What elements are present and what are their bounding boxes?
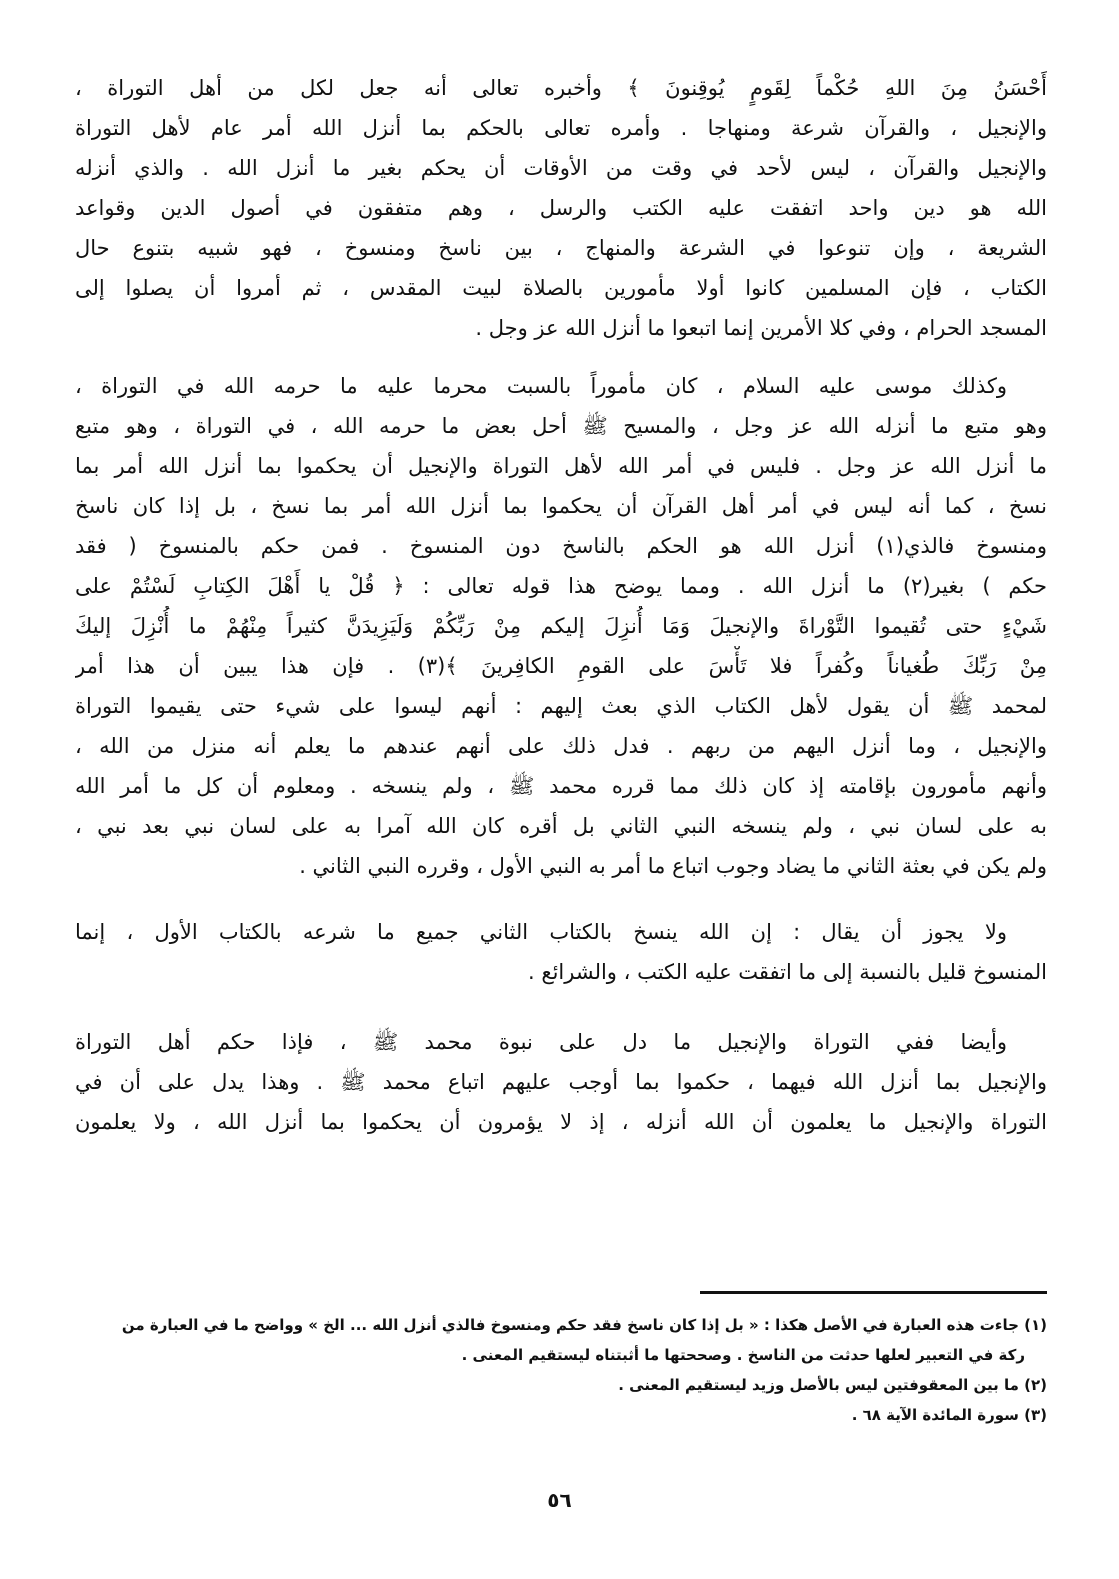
text-line: والإنجيل ، وما أنزل اليهم من ربهم . فدل ذلك على أنهم عندهم ما يعلم أنه منزل من الله ، [75,734,1047,758]
text-line: المسجد الحرام ، وفي كلا الأمرين إنما اتبعوا ما أنزل الله عز وجل . [475,316,1047,340]
paragraph [75,68,1047,348]
text-line: الشريعة ، وإن تنوعوا في الشرعة والمنهاج ، بين ناسخ ومنسوخ ، فهو شبيه بتنوع حال [75,236,1047,260]
page-number: ٥٦ [547,1488,572,1512]
footnote-line: (١) جاءت هذه العبارة في الأصل هكذا : « بل إذا كان ناسخ فقد حكم ومنسوخ فالذي أنزل الله ... الخ » وواضح ما في العبارة من [121,1316,1047,1334]
text-line: وهو متبع ما أنزله الله عز وجل ، والمسيح ﷺ أحل بعض ما حرمه الله ، في التوراة ، وهو متبع [75,414,1047,438]
text-line: المنسوخ قليل بالنسبة إلى ما اتفقت عليه الكتب ، والشرائع . [528,960,1047,984]
text-line: أَحْسَنُ مِنَ اللهِ حُكْماً لِقَومٍ يُوقِنونَ ﴾ وأخبره تعالى أنه جعل لكل من أهل التوراة ، [75,76,1047,100]
main-text [75,68,1047,1142]
text-line: والإنجيل ، والقرآن شرعة ومنهاجا . وأمره تعالى بالحكم بما أنزل الله أمر عام لأهل التوراة [75,116,1047,140]
paragraph [75,366,1047,886]
text-line: به على لسان نبي ، ولم ينسخه النبي الثاني بل أقره كان الله آمرا به على لسان نبي بعد نبي ، [75,814,1047,838]
text-line: شَيْءٍ حتى تُقيموا التَّوْراةَ والإنجيلَ وَمَا أُنزِلَ إليكم مِنْ رَبِّكُمْ وَلَيَزِيدَنَّ كثيراً مِنْهُمْ ما أُنْزِلَ إليكَ [75,614,1047,638]
paragraph [75,912,1047,992]
text-line: نسخ ، كما أنه ليس في أمر أهل القرآن أن يحكموا بما أنزل الله أمر بما نسخ ، بل إذا كان ناسخ [75,494,1047,518]
footnote [75,1310,1047,1370]
text-line: التوراة والإنجيل ما يعلمون أن الله أنزله ، إذ لا يؤمرون أن يحكموا بما أنزل الله ، ولا يعلمون [75,1110,1047,1134]
footnote-line: (٣) سورة المائدة الآية ٦٨ . [851,1406,1047,1424]
text-line: ولا يجوز أن يقال : إن الله ينسخ بالكتاب الثاني جميع ما شرعه بالكتاب الأول ، إنما [75,920,1007,944]
text-line: حكم ) بغير(٢) ما أنزل الله . ومما يوضح هذا قوله تعالى : ﴿ قُلْ يا أَهْلَ الكِتابِ لَسْتُمْ على [75,574,1047,598]
text-line: الله هو دين واحد اتفقت عليه الكتب والرسل ، وهم متفقون في أصول الدين وقواعد [75,196,1047,220]
footnote [75,1400,1047,1430]
text-line: وأنهم مأمورون بإقامته إذ كان ذلك مما قرره محمد ﷺ ، ولم ينسخه . ومعلوم أن كل ما أمر الله [75,774,1047,798]
footnote [75,1370,1047,1400]
text-line: الكتاب ، فإن المسلمين كانوا أولا مأمورين بالصلاة لبيت المقدس ، ثم أمروا أن يصلوا إلى [75,276,1047,300]
text-line: ومنسوخ فالذي(١) أنزل الله هو الحكم بالناسخ دون المنسوخ . فمن حكم بالمنسوخ ( فقد [75,534,1047,558]
text-line: وأيضا ففي التوراة والإنجيل ما دل على نبوة محمد ﷺ ، فإذا حكم أهل التوراة [75,1030,1007,1054]
text-line: والإنجيل بما أنزل الله فيهما ، حكموا بما أوجب عليهم اتباع محمد ﷺ . وهذا يدل على أن في [75,1070,1047,1094]
footnote-line: (٢) ما بين المعقوفتين ليس بالأصل وزيد ليستقيم المعنى . [618,1376,1047,1394]
text-line: مِنْ رَبِّكَ طُغياناً وكُفراً فلا تَأْسَ على القومِ الكافِرينَ ﴾(٣) . فإن هذا يبين أن هذا أمر [75,654,1047,678]
text-line: والإنجيل والقرآن ، ليس لأحد في وقت من الأوقات أن يحكم بغير ما أنزل الله . والذي أنزله [75,156,1047,180]
footnote-divider [700,1291,1047,1294]
footnote-line: ركة في التعبير لعلها حدثت من الناسخ . وصححتها ما أثبتناه ليستقيم المعنى . [461,1346,1025,1364]
text-line: لمحمد ﷺ أن يقول لأهل الكتاب الذي بعث إليهم : أنهم ليسوا على شيء حتى يقيموا التوراة [75,694,1047,718]
footnotes [75,1310,1047,1430]
text-line: ما أنزل الله عز وجل . فليس في أمر الله لأهل التوراة والإنجيل أن يحكموا بما أنزل الله أمر بما [75,454,1047,478]
text-line: وكذلك موسى عليه السلام ، كان مأموراً بالسبت محرما عليه ما حرمه الله في التوراة ، [75,374,1007,398]
paragraph [75,1022,1047,1142]
text-line: ولم يكن في بعثة الثاني ما يضاد وجوب اتباع ما أمر به النبي الأول ، وقرره النبي الثاني . [299,854,1047,878]
